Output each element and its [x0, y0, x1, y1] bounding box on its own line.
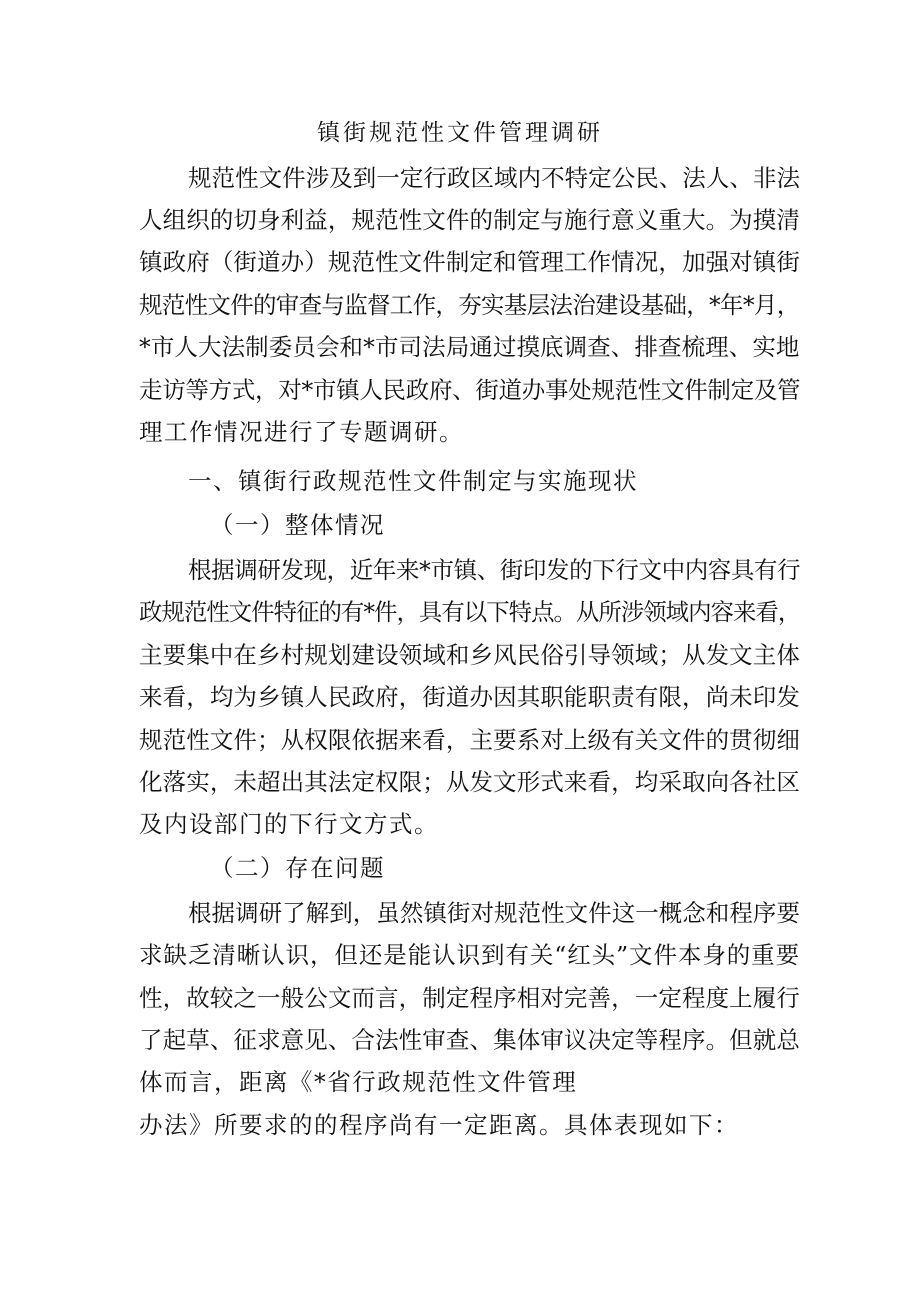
paragraph-line: 规范性文件；从权限依据来看，主要系对上级有关文件的贯彻细 [139, 726, 800, 754]
paragraph-line: 办法》所要求的的程序尚有一定距离。具体表现如下： [139, 1111, 739, 1139]
paragraph-line: 体而言，距离《*省行政规范性文件管理 [139, 1068, 578, 1096]
section-heading: 一、镇街行政规范性文件制定与实施现状 [188, 467, 638, 495]
paragraph-line: 政规范性文件特征的有*件，具有以下特点。从所涉领域内容来看， [139, 598, 801, 626]
paragraph-line: *市人大法制委员会和*市司法局通过摸底调查、排查梳理、实地 [139, 333, 800, 361]
paragraph-line: 根据调研发现，近年来*市镇、街印发的下行文中内容具有行 [188, 556, 801, 584]
paragraph-line: 化落实，未超出其法定权限；从发文形式来看，均采取向各社区 [139, 768, 800, 796]
paragraph-line: 理工作情况进行了专题调研。 [139, 418, 464, 446]
paragraph-line: 根据调研了解到，虽然镇街对规范性文件这一概念和程序要 [188, 899, 800, 927]
paragraph-line: 性，故较之一般公文而言，制定程序相对完善，一定程度上履行 [139, 984, 800, 1012]
paragraph-line: 规范性文件的审查与监督工作，夯实基层法治建设基础，*年*月， [139, 291, 800, 319]
paragraph-line: 走访等方式，对*市镇人民政府、街道办事处规范性文件制定及管 [139, 376, 801, 404]
paragraph-line: 了起草、征求意见、合法性审查、集体审议决定等程序。但就总 [139, 1026, 800, 1054]
paragraph-line: 镇政府（街道办）规范性文件制定和管理工作情况，加强对镇街 [139, 248, 800, 276]
subsection-heading: （二）存在问题 [210, 854, 385, 882]
paragraph-line: 规范性文件涉及到一定行政区域内不特定公民、法人、非法 [188, 164, 800, 192]
paragraph-line: 主要集中在乡村规划建设领域和乡风民俗引导领域；从发文主体 [139, 641, 800, 669]
paragraph-line: 来看，均为乡镇人民政府，街道办因其职能职责有限，尚未印发 [139, 683, 800, 711]
paragraph-line: 求缺乏清晰认识，但还是能认识到有关“红头”文件本身的重要 [139, 941, 801, 969]
subsection-heading: （一）整体情况 [210, 511, 385, 539]
document-title: 镇街规范性文件管理调研 [317, 120, 603, 146]
paragraph-line: 及内设部门的下行文方式。 [139, 810, 439, 838]
paragraph-line: 人组织的切身利益，规范性文件的制定与施行意义重大。为摸清 [139, 206, 800, 234]
